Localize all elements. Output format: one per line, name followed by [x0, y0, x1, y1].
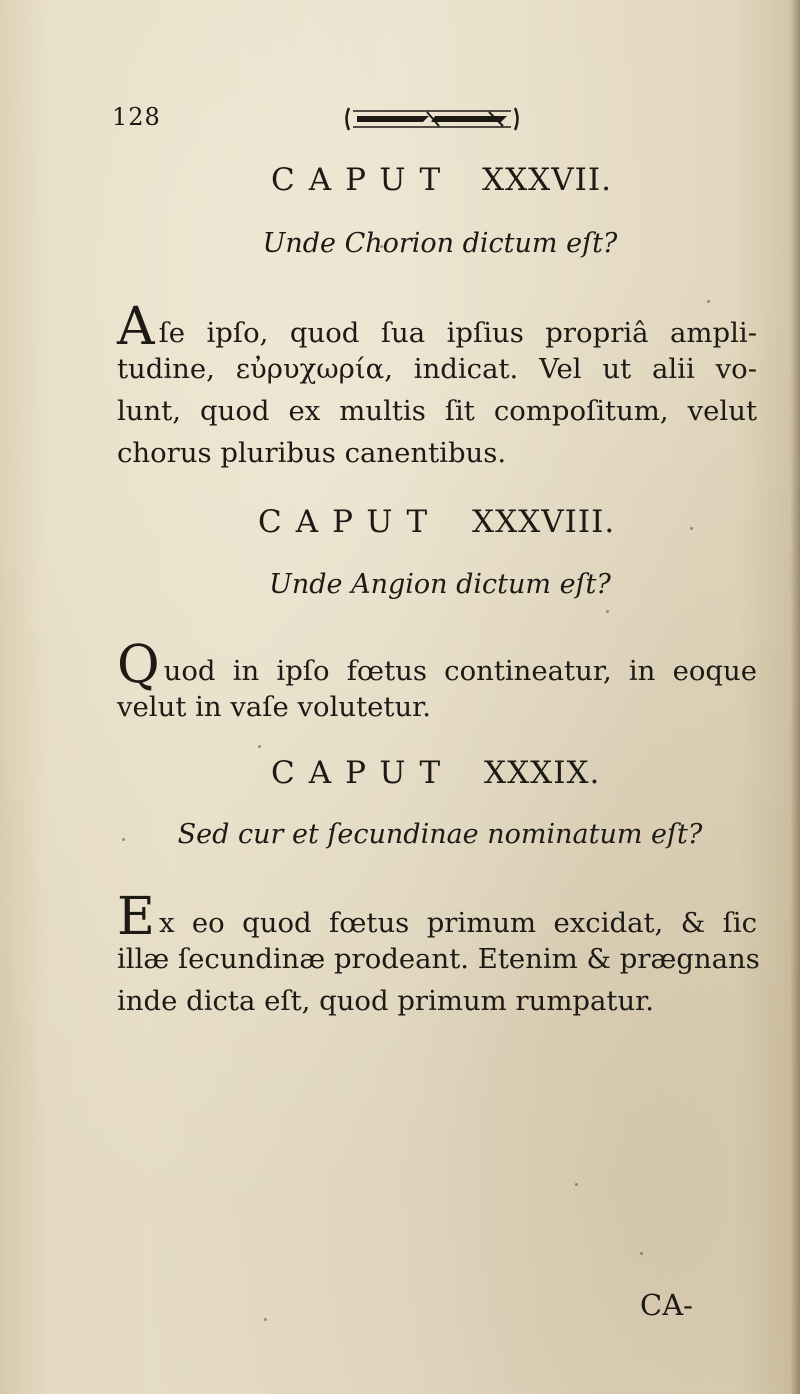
header-ornament	[343, 103, 521, 135]
chapter-heading-39	[120, 753, 760, 793]
text-line: illæ ſecundinæ prodeant. Etenim & prægnans	[117, 943, 760, 975]
chapter-text	[117, 635, 757, 728]
chapter-numeral: XXXIX.	[484, 755, 601, 791]
paper-speck	[606, 610, 609, 613]
text-line-content: x eo quod fœtus primum excidat, & ſic	[158, 907, 757, 939]
chapter-text	[117, 887, 760, 1022]
text-line	[117, 887, 757, 947]
paper-speck	[264, 1318, 267, 1321]
drop-capital: Q	[117, 635, 160, 695]
text-line: velut in vaſe volutetur.	[117, 691, 432, 723]
text-line: inde dicta eſt, quod primum rumpatur.	[117, 985, 655, 1017]
chapter-heading-38	[120, 502, 760, 542]
paper-speck	[575, 1183, 578, 1186]
chapter-text	[117, 297, 757, 474]
paper-speck	[258, 745, 261, 748]
text-line	[117, 297, 757, 357]
chapter-numeral: XXXVIII.	[472, 504, 616, 540]
chapter-subtitle: Unde Angion dictum eſt?	[269, 569, 611, 600]
text-line-content: ſe ipſo, quod ſua ipſius propriâ ampli-	[158, 317, 757, 349]
drop-capital: E	[117, 887, 155, 947]
page-edge-shadow	[790, 0, 800, 1394]
text-line: tudine, εὐρυχωρία, indicat. Vel ut alii vo-	[117, 353, 757, 385]
text-line-content: uod in ipſo fœtus contineatur, in eoque	[163, 655, 757, 687]
chapter-heading-37	[120, 160, 760, 200]
caput-label: CAPUT	[271, 162, 455, 198]
paper-speck	[640, 1252, 643, 1255]
text-line: lunt, quod ex multis ſit compoſitum, velut	[117, 395, 757, 427]
chapter-numeral: XXXVII.	[482, 162, 612, 198]
paper-speck	[707, 300, 710, 303]
page-number: 128	[112, 103, 161, 131]
caput-label: CAPUT	[271, 755, 455, 791]
text-line	[117, 635, 757, 695]
catchword: CA-	[640, 1288, 693, 1322]
text-line: chorus pluribus canentibus.	[117, 437, 507, 469]
caput-label: CAPUT	[258, 504, 442, 540]
chapter-subtitle: Sed cur et ſecundinae nominatum eſt?	[177, 819, 703, 850]
chapter-subtitle: Unde Chorion dictum eſt?	[262, 228, 618, 259]
drop-capital: A	[117, 297, 155, 357]
